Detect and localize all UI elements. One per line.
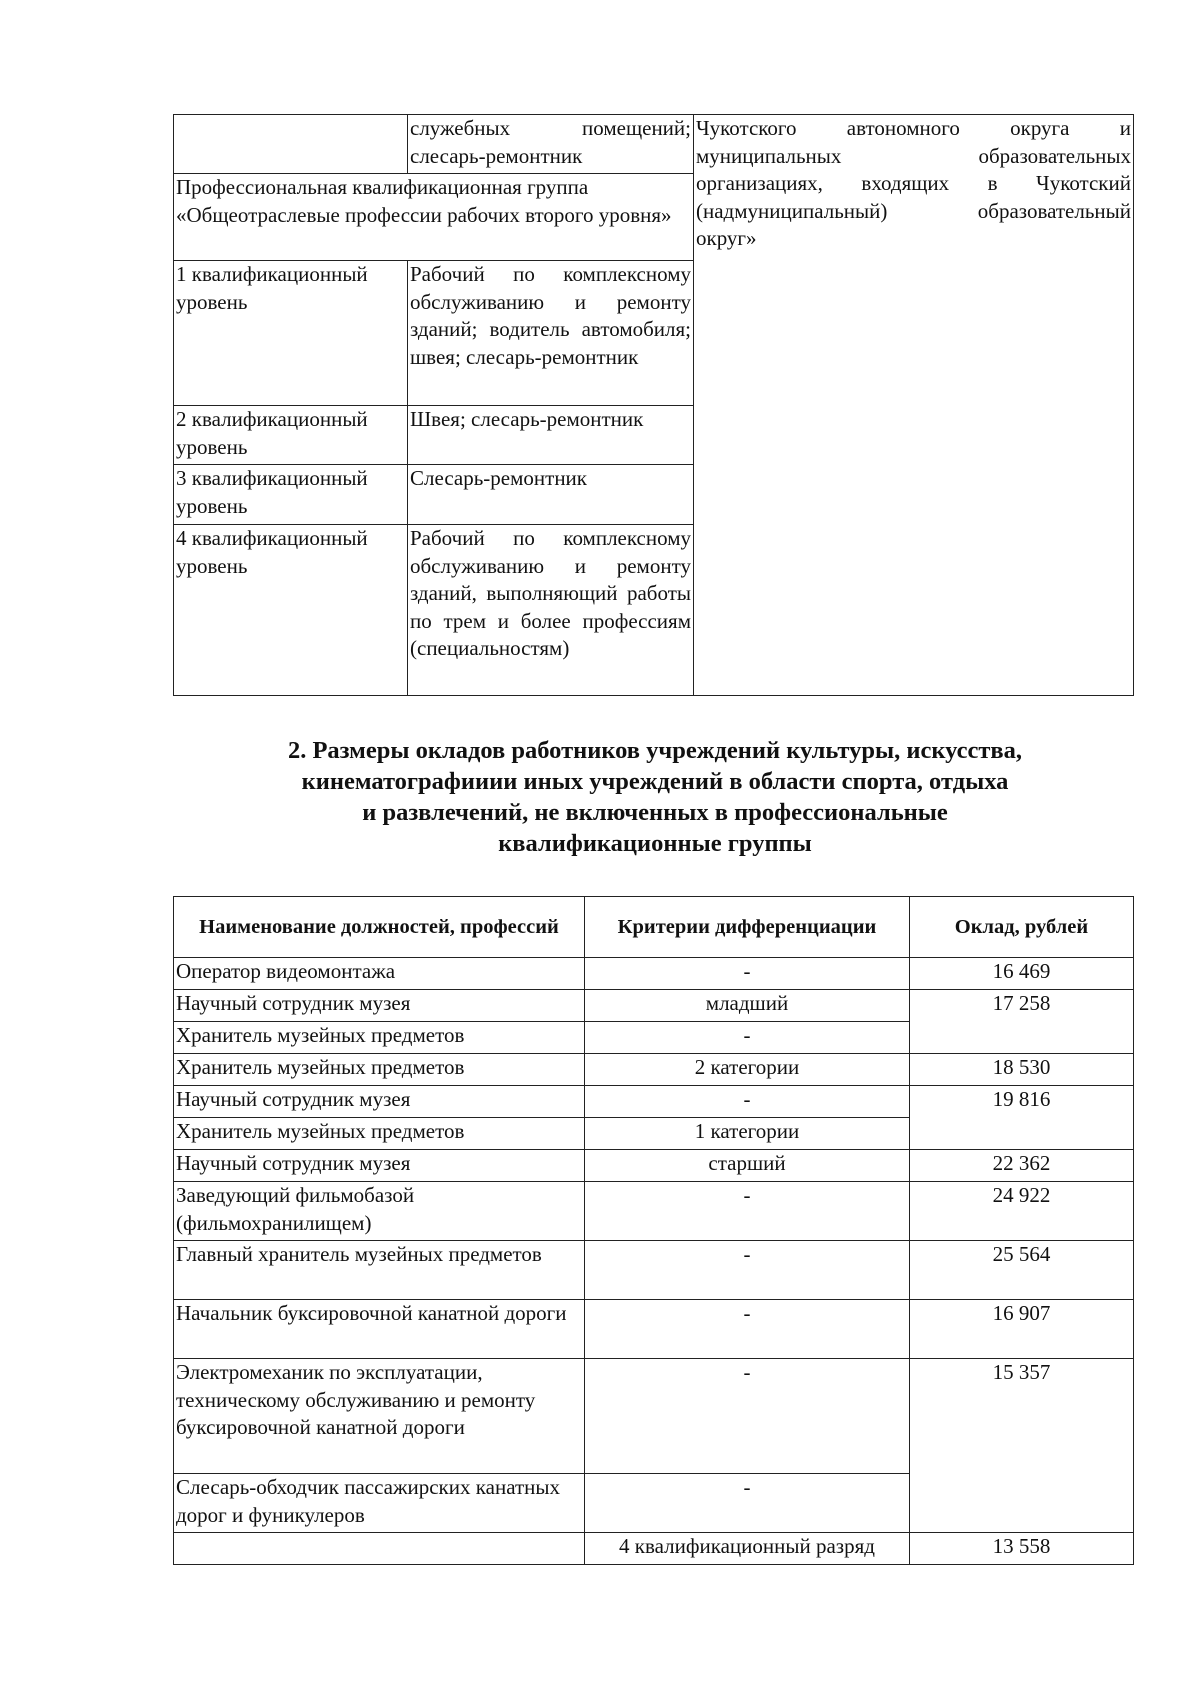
position-name: Хранитель музейных предметов — [174, 1022, 585, 1054]
criteria: 1 категории — [585, 1118, 910, 1150]
salary: 17 258 — [910, 990, 1134, 1054]
positions-cell: Швея; слесарь-ремонтник — [408, 406, 694, 465]
salary: 16 907 — [910, 1300, 1134, 1359]
salary: 19 816 — [910, 1086, 1134, 1150]
position-name: Хранитель музейных предметов — [174, 1118, 585, 1150]
position-name: Слесарь-обходчик пассажирских канатных дорог и фуникулеров — [174, 1474, 585, 1533]
table-row — [174, 1182, 1134, 1241]
cell-text: слесарь-ремонтник — [410, 143, 583, 168]
cell-text: округ» — [696, 226, 757, 250]
position-name: Научный сотрудник музея — [174, 1150, 585, 1182]
column-header-name: Наименование должностей, профессий — [174, 897, 585, 958]
column-header-criteria: Критерии дифференциации — [585, 897, 910, 958]
criteria: - — [585, 1359, 910, 1474]
table-cell — [408, 115, 694, 174]
criteria: 4 квалификационный разряд — [585, 1533, 910, 1565]
group-header-cell: Профессиональная квалификационная группа «Общеотраслевые профессии рабочих второго уровня» — [174, 174, 694, 261]
heading-line: кинематографииии иных учреждений в области спорта, отдыха — [301, 768, 1009, 795]
table-cell — [694, 115, 1134, 696]
table-cell — [174, 115, 408, 174]
cell-text: муниципальных образовательных — [696, 143, 1131, 168]
table-row — [174, 1054, 1134, 1086]
criteria: - — [585, 1300, 910, 1359]
salary: 18 530 — [910, 1054, 1134, 1086]
cell-text: Чукотского автономного округа и — [696, 116, 1131, 140]
heading-line: и развлечений, не включенных в профессиональные — [362, 799, 948, 826]
heading-line: квалификационные группы — [498, 830, 812, 857]
table-row — [174, 1086, 1134, 1118]
salary: 16 469 — [910, 958, 1134, 990]
table-row — [174, 990, 1134, 1022]
criteria: - — [585, 1086, 910, 1118]
section-heading — [160, 735, 1150, 859]
criteria: - — [585, 958, 910, 990]
table-row — [174, 958, 1134, 990]
salary: 22 362 — [910, 1150, 1134, 1182]
level-cell: 2 квалификационный уровень — [174, 406, 408, 465]
cell-text: служебных помещений; — [410, 116, 691, 140]
salary: 13 558 — [910, 1533, 1134, 1565]
table-row — [174, 1533, 1134, 1565]
table-row — [174, 1150, 1134, 1182]
position-name: Начальник буксировочной канатной дороги — [174, 1300, 585, 1359]
level-cell: 3 квалификационный уровень — [174, 465, 408, 525]
heading-line: 2. Размеры окладов работников учреждений культуры, искусства, — [287, 737, 1023, 764]
cell-text: (надмуниципальный) образовательный — [696, 198, 1131, 223]
criteria: 2 категории — [585, 1054, 910, 1086]
cell-text: организациях, входящих в Чукотский — [696, 171, 1131, 195]
salary: 15 357 — [910, 1359, 1134, 1533]
position-name — [174, 1533, 585, 1565]
positions-cell: Рабочий по комплексному обслуживанию и ремонту зданий; водитель автомобиля; швея; слесарь-ремонтник — [408, 261, 694, 406]
position-name: Научный сотрудник музея — [174, 1086, 585, 1118]
criteria: старший — [585, 1150, 910, 1182]
position-name: Электромеханик по эксплуатации, техническому обслуживанию и ремонту буксировочной канатной дороги — [174, 1359, 585, 1474]
qualification-group-table — [173, 114, 1134, 696]
table-row — [174, 1241, 1134, 1300]
position-name: Заведующий фильмобазой (фильмохранилищем) — [174, 1182, 585, 1241]
criteria: - — [585, 1474, 910, 1533]
level-cell: 4 квалификационный уровень — [174, 525, 408, 696]
criteria: - — [585, 1241, 910, 1300]
position-name: Оператор видеомонтажа — [174, 958, 585, 990]
table-row — [174, 1359, 1134, 1474]
criteria: - — [585, 1182, 910, 1241]
salary: 24 922 — [910, 1182, 1134, 1241]
table-header-row — [174, 897, 1134, 958]
table-row — [174, 115, 1134, 174]
position-name: Главный хранитель музейных предметов — [174, 1241, 585, 1300]
positions-cell: Слесарь-ремонтник — [408, 465, 694, 525]
salary: 25 564 — [910, 1241, 1134, 1300]
criteria: - — [585, 1022, 910, 1054]
position-name: Хранитель музейных предметов — [174, 1054, 585, 1086]
level-cell: 1 квалификационный уровень — [174, 261, 408, 406]
position-name: Научный сотрудник музея — [174, 990, 585, 1022]
positions-cell: Рабочий по комплексному обслуживанию и ремонту зданий, выполняющий работы по трем и более профессиям (специальностям) — [408, 525, 694, 696]
criteria: младший — [585, 990, 910, 1022]
table-row — [174, 1300, 1134, 1359]
column-header-salary: Оклад, рублей — [910, 897, 1134, 958]
salary-table — [173, 896, 1134, 1565]
